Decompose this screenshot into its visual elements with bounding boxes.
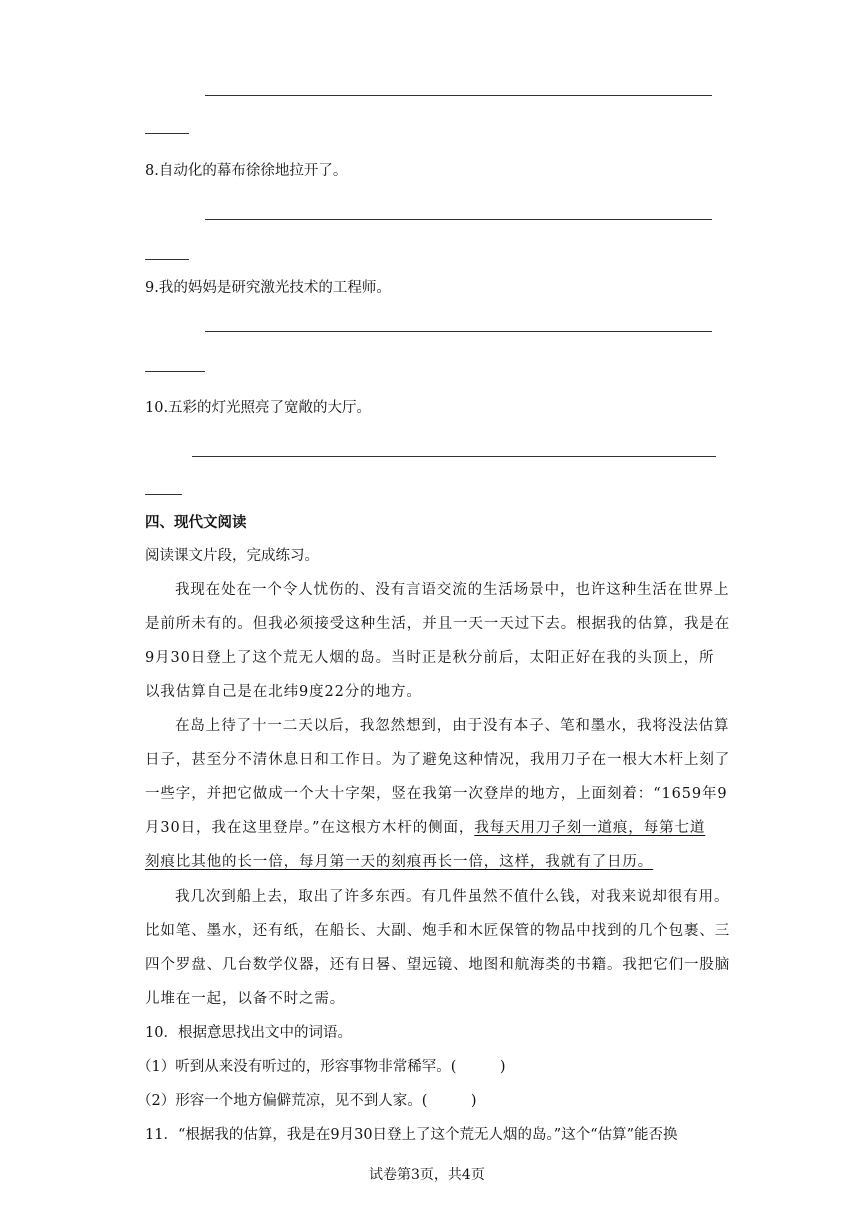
paragraph-1-line: 以我估算自己是在北纬9度22分的地方。 — [145, 684, 422, 700]
answer-line — [205, 219, 712, 220]
paragraph-1-line: 我现在处在一个令人忧伤的、没有言语交流的生活场景中，也许这种生活在世界上 — [175, 582, 730, 598]
question-8: 8.自动化的幕布徐徐地拉开了。 — [145, 163, 348, 179]
paragraph-2-line: 一些字，并把它做成一个大十字架，竖在我第一次登岸的地方，上面刻着：“1659年9 — [145, 786, 728, 802]
paragraph-2-line: 在岛上待了十一二天以后，我忽然想到，由于没有本子、笔和墨水，我将没法估算 — [175, 718, 730, 734]
section-title: 四、现代文阅读 — [145, 515, 247, 531]
page-footer: 试卷第3页，共4页 — [369, 1167, 485, 1183]
paragraph-3-line: 我几次到船上去，取出了许多东西。有几件虽然不值什么钱，对我来说却很有用。 — [175, 889, 730, 905]
answer-line — [205, 331, 712, 332]
question-9: 9.我的妈妈是研究激光技术的工程师。 — [145, 280, 391, 296]
instruction: 阅读课文片段，完成练习。 — [145, 548, 319, 564]
paragraph-1-line: 是前所未有的。但我必须接受这种生活，并且一天一天过下去。根据我的估算，我是在 — [145, 616, 731, 632]
question-10-title: 10．根据意思找出文中的词语。 — [145, 1025, 352, 1041]
paragraph-1-line: 9月30日登上了这个荒无人烟的岛。当时正是秋分前后，太阳正好在我的头顶上，所 — [145, 650, 715, 666]
paragraph-2-line: 日子，甚至分不清休息日和工作日。为了避免这种情况，我用刀子在一根大木杆上刻了 — [145, 752, 731, 768]
underlined-sentence: 刻痕比其他的长一倍，每月第一天的刻痕再长一倍，这样，我就有了日历。 — [145, 854, 654, 870]
paragraph-3-line: 儿堆在一起，以备不时之需。 — [145, 991, 346, 1007]
answer-line-short — [145, 494, 182, 495]
paragraph-3-line: 比如笔、墨水，还有纸，在船长、大副、炮手和木匠保管的物品中找到的几个包裹、三 — [145, 923, 731, 939]
answer-line-short — [145, 259, 189, 260]
answer-line-short — [145, 133, 189, 134]
paragraph-2-text: 月30日，我在这里登岸。”在这根方木杆的侧面， — [145, 820, 475, 836]
answer-line — [192, 456, 716, 457]
question-10-sub-1: （1）听到从来没有听过的，形容事物非常稀罕。( ) — [137, 1059, 506, 1075]
paragraph-2-line — [145, 850, 653, 871]
question-10-rewrite: 10.五彩的灯光照亮了宽敞的大厅。 — [145, 400, 372, 416]
question-11: 11．“根据我的估算，我是在9月30日登上了这个荒无人烟的岛。”这个“估算”能否换 — [145, 1127, 678, 1143]
answer-line — [205, 95, 712, 96]
question-10-sub-2: （2）形容一个地方偏僻荒凉，见不到人家。( ) — [137, 1093, 477, 1109]
paragraph-3-line: 四个罗盘、几台数学仪器，还有日晷、望远镜、地图和航海类的书籍。我把它们一股脑 — [145, 957, 731, 973]
answer-line-short — [145, 371, 205, 372]
paragraph-2-line — [145, 816, 705, 837]
underlined-sentence: 我每天用刀子刻一道痕，每第七道 — [474, 820, 706, 836]
